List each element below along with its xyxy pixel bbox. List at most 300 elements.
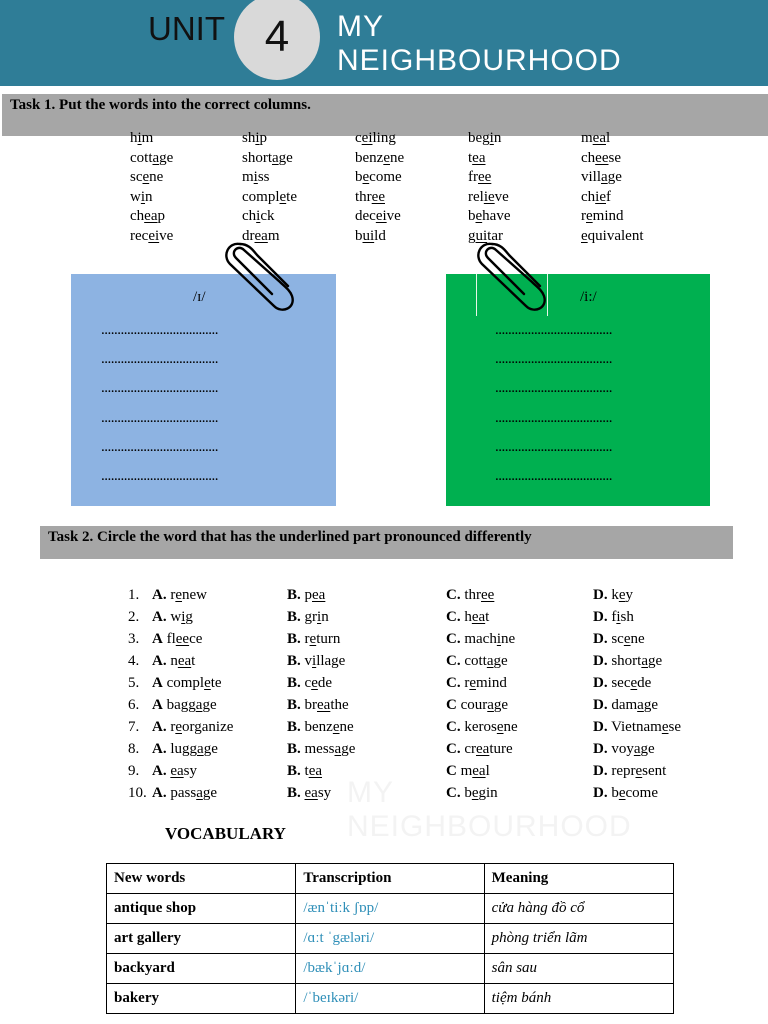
underlined-part: e [661,719,669,735]
underlined-part: ea [254,227,268,244]
vocab-word: art gallery [107,924,296,954]
option-word: breathe [304,697,349,713]
vocab-meaning: phòng triển lãm [484,924,673,954]
word-item [468,188,511,208]
vocab-word: antique shop [107,894,296,924]
word-item [130,129,173,149]
underlined-part: i [489,130,494,146]
underlined-part: i [253,169,258,185]
word-item [355,149,404,169]
word-text: cottage [130,149,174,166]
header-new-words: New words [107,864,296,894]
underlined-part: i [317,609,322,625]
word-item [130,188,173,208]
option-letter: B. [287,763,301,779]
question-row [128,653,728,675]
word-item [355,227,404,247]
underlined-part: e [581,227,588,244]
underlined-part: ie [483,188,495,205]
underlined-part: e [362,169,370,185]
word-item [581,129,644,149]
answer-option[interactable] [593,697,658,714]
unit-title: MY NEIGHBOURHOOD [337,10,622,77]
header-transcription: Transcription [296,864,484,894]
answer-option[interactable] [287,719,354,736]
option-letter: B. [287,587,301,603]
option-letter: A. [152,719,167,735]
underlined-part: a [334,741,342,757]
answer-option[interactable] [152,675,222,692]
option-word: remind [464,675,507,691]
option-word: village [304,653,346,669]
table-row [107,924,674,954]
word-item [468,168,511,188]
answer-line[interactable]: .................................... [495,409,612,426]
answer-option[interactable] [152,741,218,758]
answer-option[interactable] [446,697,508,714]
word-text: meal [581,130,611,146]
word-text: him [130,130,154,146]
answer-option[interactable] [152,653,195,670]
underlined-part: ea [304,785,318,801]
option-letter: C [446,697,457,713]
option-letter: B. [287,609,301,625]
question-row [128,631,728,653]
underlined-part: e [635,763,643,779]
question-row [128,719,728,741]
answer-lines-short-i [101,316,297,491]
underlined-part: ea [170,763,184,779]
word-text: benzene [355,149,405,166]
underlined-part: e [475,208,483,224]
sound-symbol-short-i: /ɪ/ [193,289,206,305]
option-letter: B. [287,741,301,757]
option-word: become [611,785,658,801]
answer-option[interactable] [152,697,217,714]
vocab-transcription: /bækˈjɑːd/ [296,954,484,984]
answer-option[interactable] [152,609,193,626]
option-word: damage [611,697,659,713]
underlined-part: e [175,587,183,603]
paperclip-icon [218,238,300,314]
word-item [355,207,404,227]
option-letter: D. [593,587,608,603]
unit-number: 4 [264,12,290,61]
answer-option[interactable] [287,697,349,714]
underlined-part: ee [595,149,609,166]
question-row [128,609,728,631]
answer-option[interactable] [593,587,633,604]
option-letter: B. [287,719,301,735]
task1-word-bank [0,130,768,248]
vocab-meaning: tiệm bánh [484,984,673,1014]
word-text: equivalent [581,227,644,244]
word-text: dream [242,227,280,244]
underlined-part: ei [375,208,387,224]
word-text: complete [242,188,297,205]
word-text: cheese [581,149,621,166]
option-word: meal [460,763,490,779]
option-letter: C. [446,609,461,625]
option-word: grin [304,609,329,625]
word-text: ceiling [355,130,396,146]
answer-option[interactable] [446,609,489,626]
vocab-body [107,894,674,1014]
answer-option[interactable] [287,785,331,802]
underlined-part: a [601,169,608,185]
underlined-part: e [496,719,504,735]
underlined-part: a [272,149,279,166]
task2-header [40,526,733,559]
underlined-part: ee [371,188,385,205]
option-word: key [611,587,634,603]
word-item [468,149,511,169]
word-text: remind [581,208,624,224]
option-letter: A. [152,587,167,603]
answer-option[interactable] [593,609,634,626]
option-word: benzene [304,719,354,735]
banner-divider [0,86,768,90]
answer-option[interactable] [152,785,217,802]
vocab-transcription: /ænˈtiːk ʃɒp/ [296,894,484,924]
question-row [128,697,728,719]
task2-question-list [128,587,728,807]
word-text: chief [581,188,611,205]
word-text: win [130,188,153,205]
question-number: 1. [128,587,140,603]
option-letter: B. [287,653,301,669]
answer-option[interactable] [287,609,329,626]
option-word: easy [170,763,198,779]
option-letter: A. [152,609,167,625]
underlined-part: ei [361,130,373,146]
word-column-1 [130,129,173,246]
option-letter: C. [446,675,461,691]
option-word: fleece [166,631,203,647]
underlined-part: e [332,719,340,735]
answer-line[interactable]: .................................... [495,438,612,455]
watermark-title: MY NEIGHBOURHOOD [347,776,632,843]
word-text: relieve [468,188,509,205]
option-word: heat [464,609,490,625]
answer-line[interactable]: .................................... [101,468,218,485]
underlined-part: ea [317,697,331,713]
option-letter: C. [446,741,461,757]
answer-lines-long-i [495,316,675,491]
underlined-part: e [142,169,150,185]
underlined-part: i [256,208,261,224]
word-column-5 [581,129,644,246]
underlined-part: a [152,149,160,166]
vocab-meaning: cửa hàng đồ cổ [484,894,673,924]
option-word: easy [304,785,332,801]
option-word: begin [464,785,498,801]
answer-option[interactable] [152,587,207,604]
underlined-part: e [471,785,479,801]
underlined-part: ea [472,763,486,779]
option-letter: C. [446,785,461,801]
option-letter: B. [287,631,301,647]
underlined-part: a [633,741,641,757]
answer-option[interactable] [287,631,340,648]
option-word: renew [170,587,208,603]
word-column-3 [355,129,404,246]
underlined-part: e [618,785,626,801]
word-text: become [355,169,402,185]
underlined-part: i [140,188,146,205]
word-item [242,188,297,208]
option-word: creature [464,741,513,757]
underlined-part: ee [481,587,495,603]
underlined-part: i [255,130,260,146]
option-word: neat [170,653,196,669]
question-number: 9. [128,763,140,779]
answer-option[interactable] [287,741,355,758]
answer-option[interactable] [593,653,662,670]
option-letter: D. [593,719,608,735]
underlined-part: ee [175,631,190,647]
underlined-part: a [196,785,203,801]
option-word: courage [460,697,509,713]
word-item [355,188,404,208]
option-letter: C. [446,719,461,735]
answer-option[interactable] [152,763,197,780]
option-word: luggage [170,741,218,757]
underlined-part: ea [592,130,606,146]
word-text: receive [130,227,174,244]
underlined-part: e [623,631,631,647]
unit-number-badge [234,0,320,80]
option-letter: D. [593,609,608,625]
option-letter: D. [593,675,608,691]
option-word: Vietnamese [611,719,681,735]
option-letter: A [152,675,163,691]
task1-title: Task 1. Put the words into the correct columns. [10,97,311,113]
answer-line[interactable]: .................................... [101,351,218,368]
underlined-part: ea [312,587,326,603]
word-item [468,207,511,227]
option-letter: C [446,763,457,779]
table-row [107,984,674,1014]
underlined-part: a [486,653,494,669]
underlined-part: e [204,675,211,691]
answer-option[interactable] [446,719,518,736]
answer-option[interactable] [287,587,325,604]
word-item [468,129,511,149]
word-item [581,207,644,227]
unit-banner [0,0,768,86]
word-text: village [581,169,622,185]
option-letter: B. [287,697,301,713]
answer-line[interactable]: .................................... [101,438,218,455]
word-text: tea [468,149,486,166]
underlined-part: e [630,675,638,691]
underlined-part: ui [475,227,488,244]
word-item [355,168,404,188]
question-number: 6. [128,697,140,713]
option-letter: A. [152,653,167,669]
question-number: 2. [128,609,140,625]
question-number: 8. [128,741,140,757]
underlined-part: e [279,188,287,205]
answer-line[interactable]: .................................... [101,380,218,397]
option-word: return [304,631,341,647]
answer-line[interactable]: .................................... [495,468,612,485]
underlined-part: ea [471,609,486,625]
option-word: represent [611,763,667,779]
question-row [128,587,728,609]
underlined-part: ee [478,169,492,185]
option-letter: B. [287,675,301,691]
option-word: pea [304,587,326,603]
unit-label: UNIT [148,10,225,47]
option-letter: C. [446,587,461,603]
answer-line[interactable]: .................................... [495,380,612,397]
vocab-header-row [107,864,674,894]
answer-option[interactable] [446,741,513,758]
underlined-part: e [383,149,390,166]
option-word: machine [464,631,516,647]
answer-option[interactable] [593,741,655,758]
underlined-part: ea [476,741,490,757]
option-letter: A. [152,763,167,779]
word-item [130,227,173,247]
vocabulary-table [106,863,674,1014]
answer-option[interactable] [152,631,202,648]
question-number: 5. [128,675,140,691]
question-number: 10. [128,785,147,801]
word-item [242,129,297,149]
word-item [242,168,297,188]
word-item [581,188,644,208]
underlined-part: i [137,130,142,146]
paperclip-icon [470,238,552,314]
word-text: cheap [130,208,165,224]
word-column-4 [468,129,511,246]
underlined-part: ea [144,208,158,224]
underlined-part: a [641,653,649,669]
answer-option[interactable] [446,631,515,648]
answer-line[interactable]: .................................... [495,322,612,338]
option-letter: D. [593,741,608,757]
underlined-part: ie [595,188,606,205]
word-text: ship [242,130,268,146]
underlined-part: ea [308,763,323,779]
underlined-part: e [311,675,318,691]
question-number: 4. [128,653,140,669]
option-letter: A. [152,741,167,757]
underlined-part: ea [472,149,486,166]
underlined-part: a [197,741,204,757]
option-word: three [464,587,495,603]
underlined-part: e [175,719,183,735]
vocab-word: bakery [107,984,296,1014]
option-word: complete [166,675,222,691]
question-number: 7. [128,719,140,735]
word-item [130,207,173,227]
answer-option[interactable] [446,587,494,604]
option-word: voyage [611,741,655,757]
word-text: deceive [355,208,401,224]
option-word: message [304,741,356,757]
option-word: shortage [611,653,663,669]
vocab-meaning: sân sau [484,954,673,984]
word-item [581,227,644,247]
word-text: build [355,227,386,244]
word-item [581,149,644,169]
option-word: tea [304,763,323,779]
option-word: scene [611,631,645,647]
vocab-transcription: /ˈbeɪkəri/ [296,984,484,1014]
option-letter: A. [152,785,167,801]
option-word: passage [170,785,218,801]
underlined-part: e [618,587,626,603]
header-meaning: Meaning [484,864,673,894]
answer-option[interactable] [593,719,681,736]
option-letter: C. [446,653,461,669]
question-number: 3. [128,631,140,647]
underlined-part: a [195,697,203,713]
option-letter: B. [287,785,301,801]
answer-option[interactable] [446,675,507,692]
option-word: cede [304,675,333,691]
word-item [130,149,173,169]
option-letter: D. [593,631,608,647]
word-text: free [468,169,492,185]
option-word: cottage [464,653,508,669]
answer-option[interactable] [593,675,651,692]
underlined-part: i [181,609,186,625]
table-row [107,894,674,924]
underlined-part: e [309,631,317,647]
word-item [242,207,297,227]
question-row [128,675,728,697]
answer-option[interactable] [287,763,322,780]
underlined-part: a [637,697,644,713]
vocabulary-heading: VOCABULARY [165,824,286,843]
answer-option[interactable] [287,675,332,692]
option-letter: D. [593,697,608,713]
answer-option[interactable] [152,719,233,736]
answer-option[interactable] [593,631,645,648]
option-letter: D. [593,763,608,779]
word-item [130,168,173,188]
word-text: begin [468,130,502,146]
answer-line[interactable]: .................................... [101,409,218,426]
word-text: scene [130,169,164,185]
word-text: behave [468,208,511,224]
underlined-part: ei [148,227,160,244]
word-text: three [355,188,385,205]
table-row [107,954,674,984]
underlined-part: i [496,631,501,647]
word-column-2 [242,129,297,246]
option-word: reorganize [170,719,234,735]
option-letter: A [152,631,163,647]
option-letter: A [152,697,163,713]
answer-option[interactable] [287,653,345,670]
underlined-part: e [586,208,593,224]
option-letter: D. [593,785,608,801]
answer-line[interactable]: .................................... [101,322,218,338]
word-item [581,168,644,188]
underlined-part: i [616,609,621,625]
task2-title: Task 2. Circle the word that has the underlined part pronounced differently [48,529,532,545]
answer-option[interactable] [446,653,508,670]
vocab-transcription: /ɑːt ˈgæləri/ [296,924,484,954]
option-word: fish [611,609,634,625]
answer-line[interactable]: .................................... [495,351,612,368]
